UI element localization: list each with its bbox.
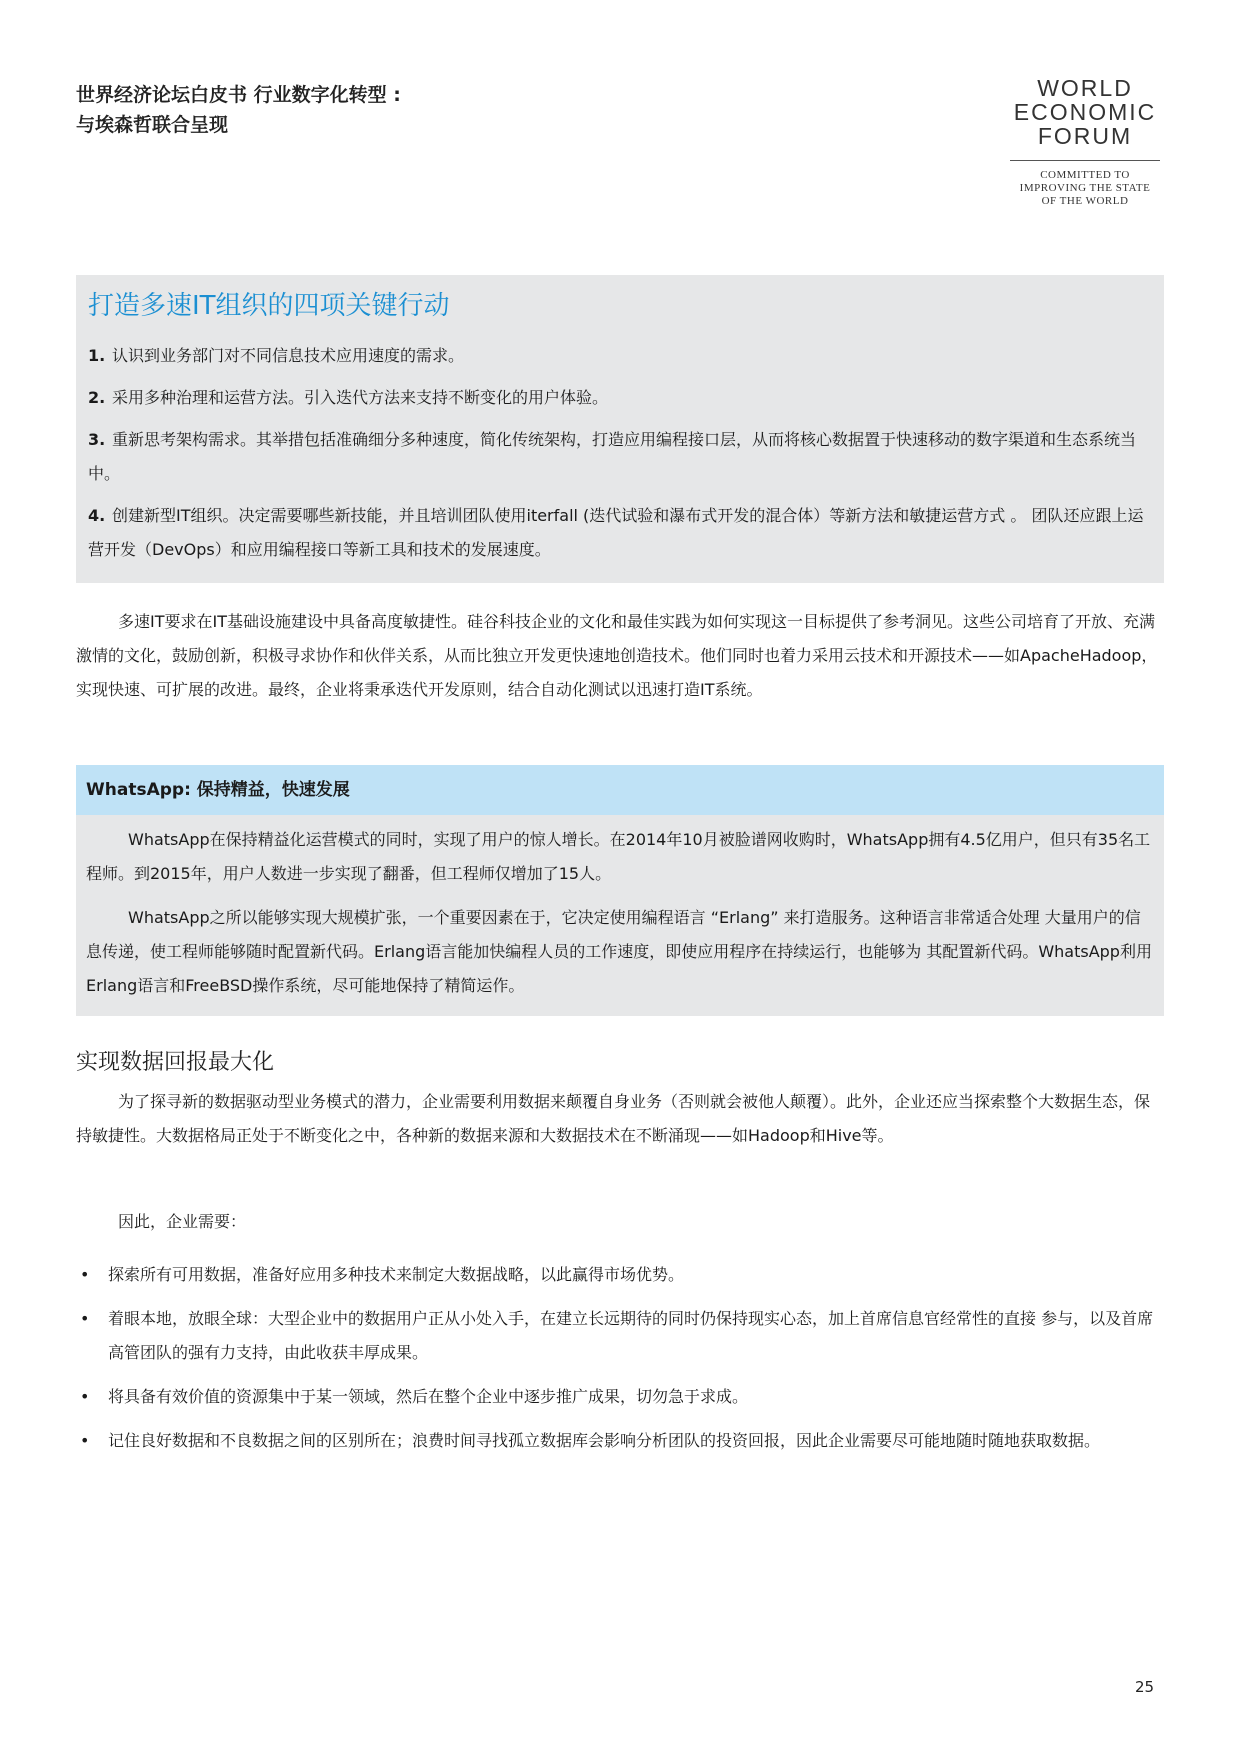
logo-tagline-3: OF THE WORLD: [1041, 195, 1129, 207]
action-item: [88, 339, 1152, 373]
section-title: 实现数据回报最大化: [76, 1050, 275, 1075]
action-text: 采用多种治理和运营方法。引入迭代方法来支持不断变化的用户体验。: [112, 388, 609, 407]
needs-bullet-list: [76, 1258, 1164, 1468]
list-item: [76, 1258, 1164, 1292]
logo-line-forum: FORUM: [1037, 123, 1133, 149]
bullet-text: 将具备有效价值的资源集中于某一领域，然后在整个企业中逐步推广成果，切勿急于求成。: [108, 1387, 749, 1406]
section-lead: 因此，企业需要：: [118, 1212, 247, 1231]
action-text: 重新思考架构需求。其举措包括准确细分多种速度，简化传统架构，打造应用编程接口层，从而将核心数据置于快速移动的数字渠道和生态系统当中。: [88, 430, 1137, 483]
list-item: [76, 1380, 1164, 1414]
wef-logo: [1005, 76, 1165, 208]
action-text: 创建新型IT组织。决定需要哪些新技能，并且培训团队使用iterfall (迭代试验和瀑布式开发的混合体）等新方法和敏捷运营方式 。 团队还应跟上运营开发（DevOps）和应用编程接口等新工具和技术的发展速度。: [88, 506, 1144, 559]
action-item: [88, 423, 1152, 491]
bullet-text: 记住良好数据和不良数据之间的区别所在；浪费时间寻找孤立数据库会影响分析团队的投资回报，因此企业需要尽可能地随时随地获取数据。: [108, 1431, 1101, 1450]
bullet-text: 着眼本地，放眼全球：大型企业中的数据用户正从小处入手，在建立长远期待的同时仍保持现实心态，加上首席信息官经常性的直接 参与，以及首席高管团队的强有力支持，由此收获丰厚成果。: [108, 1309, 1154, 1362]
intro-paragraph: 多速IT要求在IT基础设施建设中具备高度敏捷性。硅谷科技企业的文化和最佳实践为如何实现这一目标提供了参考洞见。这些公司培育了开放、充满激情的文化，鼓励创新，积极寻求协作和伙伴关系，从而比独立开发更快速地创造技术。他们同时也着力采用云技术和开源技术——如ApacheHadoop，实现快速、可扩展的改进。最终，企业将秉承迭代开发原则，结合自动化测试以迅速打造IT系统。: [76, 612, 1158, 699]
whatsapp-box-title: WhatsApp: 保持精益，快速发展: [76, 765, 1164, 815]
page-number: 25: [1135, 1678, 1155, 1696]
action-number: 1.: [88, 346, 106, 365]
logo-tagline-2: IMPROVING THE STATE: [1019, 182, 1151, 194]
logo-divider: [1010, 160, 1160, 161]
bullet-glyph: •: [80, 1265, 90, 1284]
bullet-glyph: •: [80, 1431, 90, 1450]
section-paragraph: 为了探寻新的数据驱动型业务模式的潜力，企业需要利用数据来颠覆自身业务（否则就会被他人颠覆）。此外，企业还应当探索整个大数据生态，保持敏捷性。大数据格局正处于不断变化之中，各种新的数据来源和大数据技术在不断涌现——如Hadoop和Hive等。: [76, 1092, 1151, 1145]
logo-line-economic: ECONOMIC: [1013, 99, 1157, 125]
key-actions-title: 打造多速IT组织的四项关键行动: [88, 291, 450, 321]
whatsapp-paragraph: WhatsApp在保持精益化运营模式的同时，实现了用户的惊人增长。在2014年10月被脸谱网收购时，WhatsApp拥有4.5亿用户，但只有35名工程师。到2015年，用户人数进一步实现了翻番，但工程师仅增加了15人。: [86, 830, 1151, 883]
action-item: [88, 499, 1152, 567]
action-text: 认识到业务部门对不同信息技术应用速度的需求。: [112, 346, 465, 365]
whatsapp-box: [76, 815, 1164, 1016]
logo-line-world: WORLD: [1037, 75, 1133, 101]
action-number: 2.: [88, 388, 106, 407]
bullet-glyph: •: [80, 1387, 90, 1406]
bullet-text: 探索所有可用数据，准备好应用多种技术来制定大数据战略，以此赢得市场优势。: [108, 1265, 685, 1284]
action-number: 3.: [88, 430, 106, 449]
key-actions-list: [88, 339, 1152, 567]
list-item: [76, 1424, 1164, 1458]
list-item: [76, 1302, 1164, 1370]
whatsapp-paragraph: WhatsApp之所以能够实现大规模扩张，一个重要因素在于，它决定使用编程语言 “Erlang” 来打造服务。这种语言非常适合处理 大量用户的信息传递，使工程师能够随时配置新代码。Erlang语言能加快编程人员的工作速度，即使应用程序在持续运行，也能够为 其配置新代码。WhatsApp利用Erlang语言和FreeBSD操作系统，尽可能地保持了精简运作。: [86, 908, 1152, 995]
key-actions-box: [76, 275, 1164, 583]
action-item: [88, 381, 1152, 415]
action-number: 4.: [88, 506, 106, 525]
report-title: 世界经济论坛白皮书 行业数字化转型 :与埃森哲联合呈现: [76, 84, 401, 136]
bullet-glyph: •: [80, 1309, 90, 1328]
logo-tagline-1: COMMITTED TO: [1040, 169, 1130, 181]
